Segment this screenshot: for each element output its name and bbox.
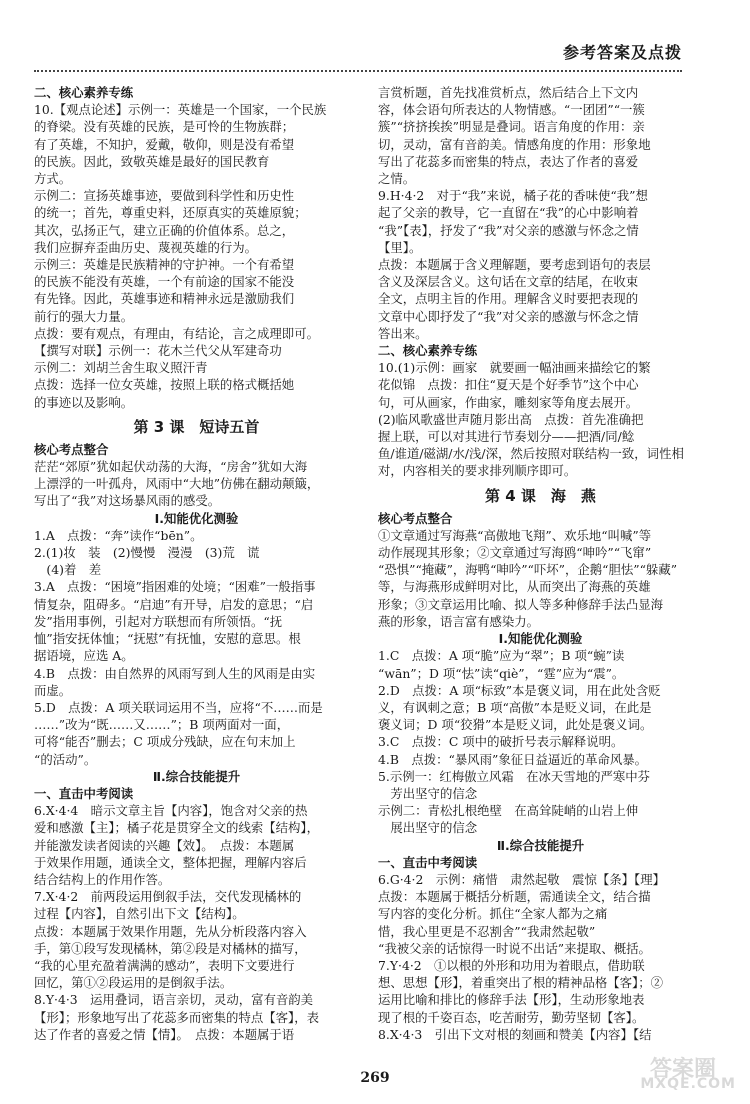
section-heading: 一、直击中考阅读 — [34, 785, 134, 801]
text-line: 茫茫“郊原”犹如起伏动荡的大海，“房舍”犹如大海 — [34, 459, 308, 475]
text-line: 达了作者的喜爱之情【情】。 点拨：本题属于语 — [34, 1026, 295, 1042]
text-line: 方式。 — [34, 171, 72, 187]
text-line: 回忆，第①②段运用的是倒叙手法。 — [34, 975, 233, 991]
text-line: 的民族不能没有英雄，一个有前途的国家不能没 — [34, 274, 295, 290]
lesson-title: 第 4 课 海 燕 — [485, 486, 596, 505]
text-line: 言赏析题，首先找准赏析点，然后结合上下文内 — [378, 85, 639, 100]
text-line: 点拨：本题属于效果作用题，先从分析段落内容入 — [34, 923, 307, 939]
text-line: 形象；③文章运用比喻、拟人等多种修辞手法凸显海 — [378, 596, 663, 612]
text-line: 现了根的千姿百态，吃苦耐劳，勤劳坚韧【客】。 — [378, 1009, 645, 1025]
text-line: 文章中心即抒发了“我”对父亲的感激与怀念之情 — [378, 308, 639, 324]
text-line: 【形】；形象地写出了花蕊多而密集的特点【客】，表 — [34, 1009, 319, 1025]
text-line: “的活动”。 — [34, 751, 97, 767]
text-line: “我的心里充盈着满满的感动”，表明下文要进行 — [34, 957, 295, 973]
text-line: 之情。 — [378, 171, 416, 187]
text-line: 5.示例一：红梅傲立风霜 在冰天雪地的严寒中芬 — [378, 768, 651, 784]
text-line: “恐惧”“掩藏”，海鸭“呻吟”“吓坏”，企鹅“胆怯”“躲藏” — [378, 562, 678, 578]
section-heading: 核心考点整合 — [34, 441, 109, 457]
text-line: 上漂浮的一叶孤舟，风雨中“大地”仿佛在翻动颠簸， — [34, 476, 320, 492]
subsection-heading: Ⅰ.知能优化测验 — [154, 510, 239, 526]
text-line: “我被父亲的话惊得一时说不出话”来提取、概括。 — [378, 940, 651, 956]
text-line: 5.D 点拨：A 项关联词运用不当，应将“不……而是 — [34, 699, 323, 715]
text-line: 3.A 点拨：“困境”指困难的处境；“困难”一般指事 — [34, 579, 316, 595]
text-line: 4.B 点拨：由自然界的风雨写到人生的风雨是由实 — [34, 665, 316, 681]
text-line: 义，有讽刺之意；B 项“高傲”本是贬义词，在此是 — [378, 699, 652, 715]
text-line: 并能激发读者阅读的兴趣【效】。 点拨：本题属 — [34, 837, 295, 853]
subsection-heading: Ⅱ.综合技能提升 — [496, 837, 585, 853]
text-line: 等，与海燕形成鲜明对比，从而突出了海燕的英雄 — [378, 579, 651, 595]
page-header-title: 参考答案及点拨 — [562, 43, 682, 62]
text-line: 我们应摒弃歪曲历史、蔑视英雄的行为。 — [34, 239, 258, 255]
text-line: 句，可从画家，作曲家，雕刻家等角度去展开。 — [378, 394, 639, 410]
text-line: “我”【表】，抒发了“我”对父亲的感激与怀念之情 — [378, 222, 639, 238]
text-line: 起了父亲的教导，它一直留在“我”的心中影响着 — [378, 205, 639, 221]
text-line: 的事迹以及影响。 — [34, 394, 134, 410]
text-line: 写内容的变化分析。抓住“全家人都为之痛 — [378, 906, 608, 922]
text-line: 的民族。因此，致敬英雄是最好的国民教育 — [34, 153, 270, 169]
text-line: 可将“能否”删去；C 项成分残缺，应在句末加上 — [34, 734, 296, 750]
text-line: 7.Y·4·2 ①以根的外形和功用为着眼点，借助联 — [378, 957, 645, 973]
text-line: 1.A 点拨：“奔”读作“bēn”。 — [34, 527, 203, 543]
text-line: 8.Y·4·3 运用叠词，语言亲切，灵动，富有音韵美 — [34, 992, 314, 1008]
text-line: 10.(1)示例：画家 就要画一幅油画来描绘它的繁 — [378, 360, 651, 376]
text-line: 有先锋。因此，英雄事迹和精神永远是激励我们 — [34, 291, 295, 307]
text-line: (2)临风歌盛世声随月影出高 点拨：首先准确把 — [378, 411, 644, 427]
text-line: 示例二：宣扬英雄事迹，要做到科学性和历史性 — [34, 188, 295, 204]
text-line: 的统一；首先，尊重史料，还原真实的英雄原貌； — [34, 205, 307, 221]
text-line: 运用比喻和排比的修辞手法【形】，生动形象地表 — [378, 992, 645, 1008]
lesson-title: 第 3 课 短诗五首 — [133, 417, 260, 436]
text-line: 而虚。 — [34, 682, 72, 698]
text-line: 展出坚守的信念 — [378, 820, 478, 836]
text-line: 对，内容相关的要求排列顺序即可。 — [378, 463, 577, 479]
text-line: ……”改为“既……又……”；B 项两面对一面， — [34, 717, 290, 733]
text-line: 答出来。 — [378, 325, 428, 341]
text-line: 示例二：青松扎根绝壁 在高耸陡峭的山岩上伸 — [378, 803, 639, 819]
text-line: 燕的形象，语言富有感染力。 — [378, 613, 540, 629]
text-line: 于效果作用题，通读全文，整体把握，理解内容后 — [34, 854, 307, 870]
text-line: 手，第①段写发现橘林，第②段是对橘林的描写， — [34, 940, 307, 956]
text-line: 惜，我心里更是不忍割舍”“我肃然起敬” — [378, 923, 596, 939]
text-line: 点拨：选择一位女英雄，按照上联的格式概括她 — [34, 377, 295, 393]
section-heading: 一、直击中考阅读 — [378, 854, 478, 870]
text-line: 情复杂，阻碍多。“启迪”有开导，启发的意思；“启 — [34, 596, 314, 612]
text-line: 含义及深层含义。这句话在文章的结尾，在收束 — [378, 274, 639, 290]
subsection-heading: Ⅰ.知能优化测验 — [498, 631, 583, 647]
text-line: 的脊梁。没有英雄的民族，是可怜的生物族群； — [34, 119, 295, 135]
text-line: 1.C 点拨：A 项“脆”应为“翠”；B 项“蜿”读 — [378, 648, 625, 664]
text-line: 爱和感激【主】；橘子花是贯穿全文的线索【结构】， — [34, 820, 319, 836]
text-line: 想、思想【形】，着重突出了根的精神品格【客】；② — [378, 975, 663, 991]
text-line: 示例二：刘胡兰舍生取义照汗青 — [34, 360, 208, 376]
section-heading: 二、核心素养专练 — [378, 343, 478, 359]
section-heading: 核心考点整合 — [378, 510, 453, 526]
subsection-heading: Ⅱ.综合技能提升 — [152, 768, 241, 784]
right-column — [378, 84, 703, 1043]
text-line: 2.D 点拨：A 项“标致”本是褒义词，用在此处含贬 — [378, 682, 661, 698]
text-line: 7.X·4·2 前两段运用倒叙手法，交代发现橘林的 — [34, 889, 302, 905]
text-line: 褒义词；D 项“狡猾”本是贬义词，此处是褒义词。 — [378, 717, 653, 733]
text-line: 鱼/谁道/磁湖/水/浅/深，然后按照对联结构一致，词性相 — [378, 446, 684, 462]
text-line: 2.(1)妆 装 (2)慢慢 漫漫 (3)荒 谎 — [34, 545, 260, 561]
text-line: 4.B 点拨：“暴风雨”象征日益逼近的革命风暴。 — [378, 751, 648, 767]
text-line: 写出了花蕊多而密集的特点，表达了作者的喜爱 — [378, 153, 639, 169]
text-line: 写出了“我”对这场暴风雨的感受。 — [34, 493, 221, 509]
text-line: 有了英雄，不知护，爱戴，敬仰，则是没有希望 — [34, 136, 295, 152]
text-line: 过程【内容】，自然引出下文【结构】。 — [34, 906, 245, 922]
text-line: 动作展现其形象；②文章通过写海鸥“呻吟”“飞窜” — [378, 545, 652, 561]
text-line: 其次，弘扬正气，建立正确的价值体系。总之， — [34, 222, 295, 238]
text-line: 簇”“挤挤挨挨”明显是叠词。语言角度的作用：亲 — [378, 119, 645, 135]
text-line: 恤”指安抚体恤；“抚慰”有抚恤，安慰的意思。根 — [34, 631, 301, 647]
text-line: 9.H·4·2 对于“我”来说，橘子花的香味使“我”想 — [378, 188, 648, 204]
text-line: 前行的强大力量。 — [34, 308, 134, 324]
text-line: 6.X·4·4 暗示文章主旨【内容】，饱含对父亲的热 — [34, 803, 308, 819]
text-line: 点拨：要有观点，有理由，有结论，言之成理即可。 — [34, 325, 319, 341]
text-line: 切，灵动，富有音韵美。情感角度的作用：形象地 — [378, 136, 651, 152]
text-line: 全文，点明主旨的作用。理解含义时要把表现的 — [378, 291, 639, 307]
text-line: 容，体会语句所表达的人物情感。“一团团”“一簇 — [378, 102, 645, 118]
text-line: 3.C 点拨：C 项中的破折号表示解释说明。 — [378, 734, 624, 750]
text-line: 6.G·4·2 示例：痛惜 肃然起敬 震惊【条】【理】 — [378, 871, 665, 887]
text-line: 8.X·4·3 引出下文对根的刻画和赞美【内容】【结 — [378, 1026, 652, 1042]
left-column — [34, 84, 359, 1043]
text-line: 点拨：本题属于概括分析题，需通读全文，结合描 — [378, 889, 651, 905]
text-line: 握上联，可以对其进行节奏划分——把酒/同/鲶 — [378, 429, 635, 445]
text-line: 10.【观点论述】示例一：英雄是一个国家，一个民族 — [34, 102, 327, 118]
header-divider — [34, 70, 682, 72]
text-line: (4)着 差 — [34, 562, 102, 578]
text-line: 据语境，应选 A。 — [34, 648, 134, 664]
text-line: 【撰写对联】示例一：花木兰代父从军建奇功 — [34, 343, 282, 359]
text-line: ①文章通过写海燕“高傲地飞翔”、欢乐地“叫喊”等 — [378, 527, 652, 543]
text-line: 点拨：本题属于含义理解题，要考虑到语句的表层 — [378, 257, 651, 273]
text-line: 芳出坚守的信念 — [378, 785, 478, 801]
watermark-text: 答案圈 — [649, 1057, 716, 1082]
text-line: 结合结构上的作用作答。 — [34, 871, 171, 887]
text-line: 示例三：英雄是民族精神的守护神。一个有希望 — [34, 257, 295, 273]
watermark-url: MXQE.COM — [640, 1076, 736, 1092]
section-heading: 二、核心素养专练 — [34, 85, 134, 100]
watermark-logo — [608, 1052, 736, 1096]
text-line: 【里】。 — [378, 239, 422, 255]
page-number: 269 — [360, 1070, 390, 1086]
text-line: 花似锦 点拨：扣住“夏天是个好季节”这个中心 — [378, 377, 639, 393]
text-line: “wān”；D 项“怯”读“qiè”，“霆”应为“震”。 — [378, 665, 625, 681]
text-line: 发”指用事例，引起对方联想而有所领悟。“抚 — [34, 613, 283, 629]
